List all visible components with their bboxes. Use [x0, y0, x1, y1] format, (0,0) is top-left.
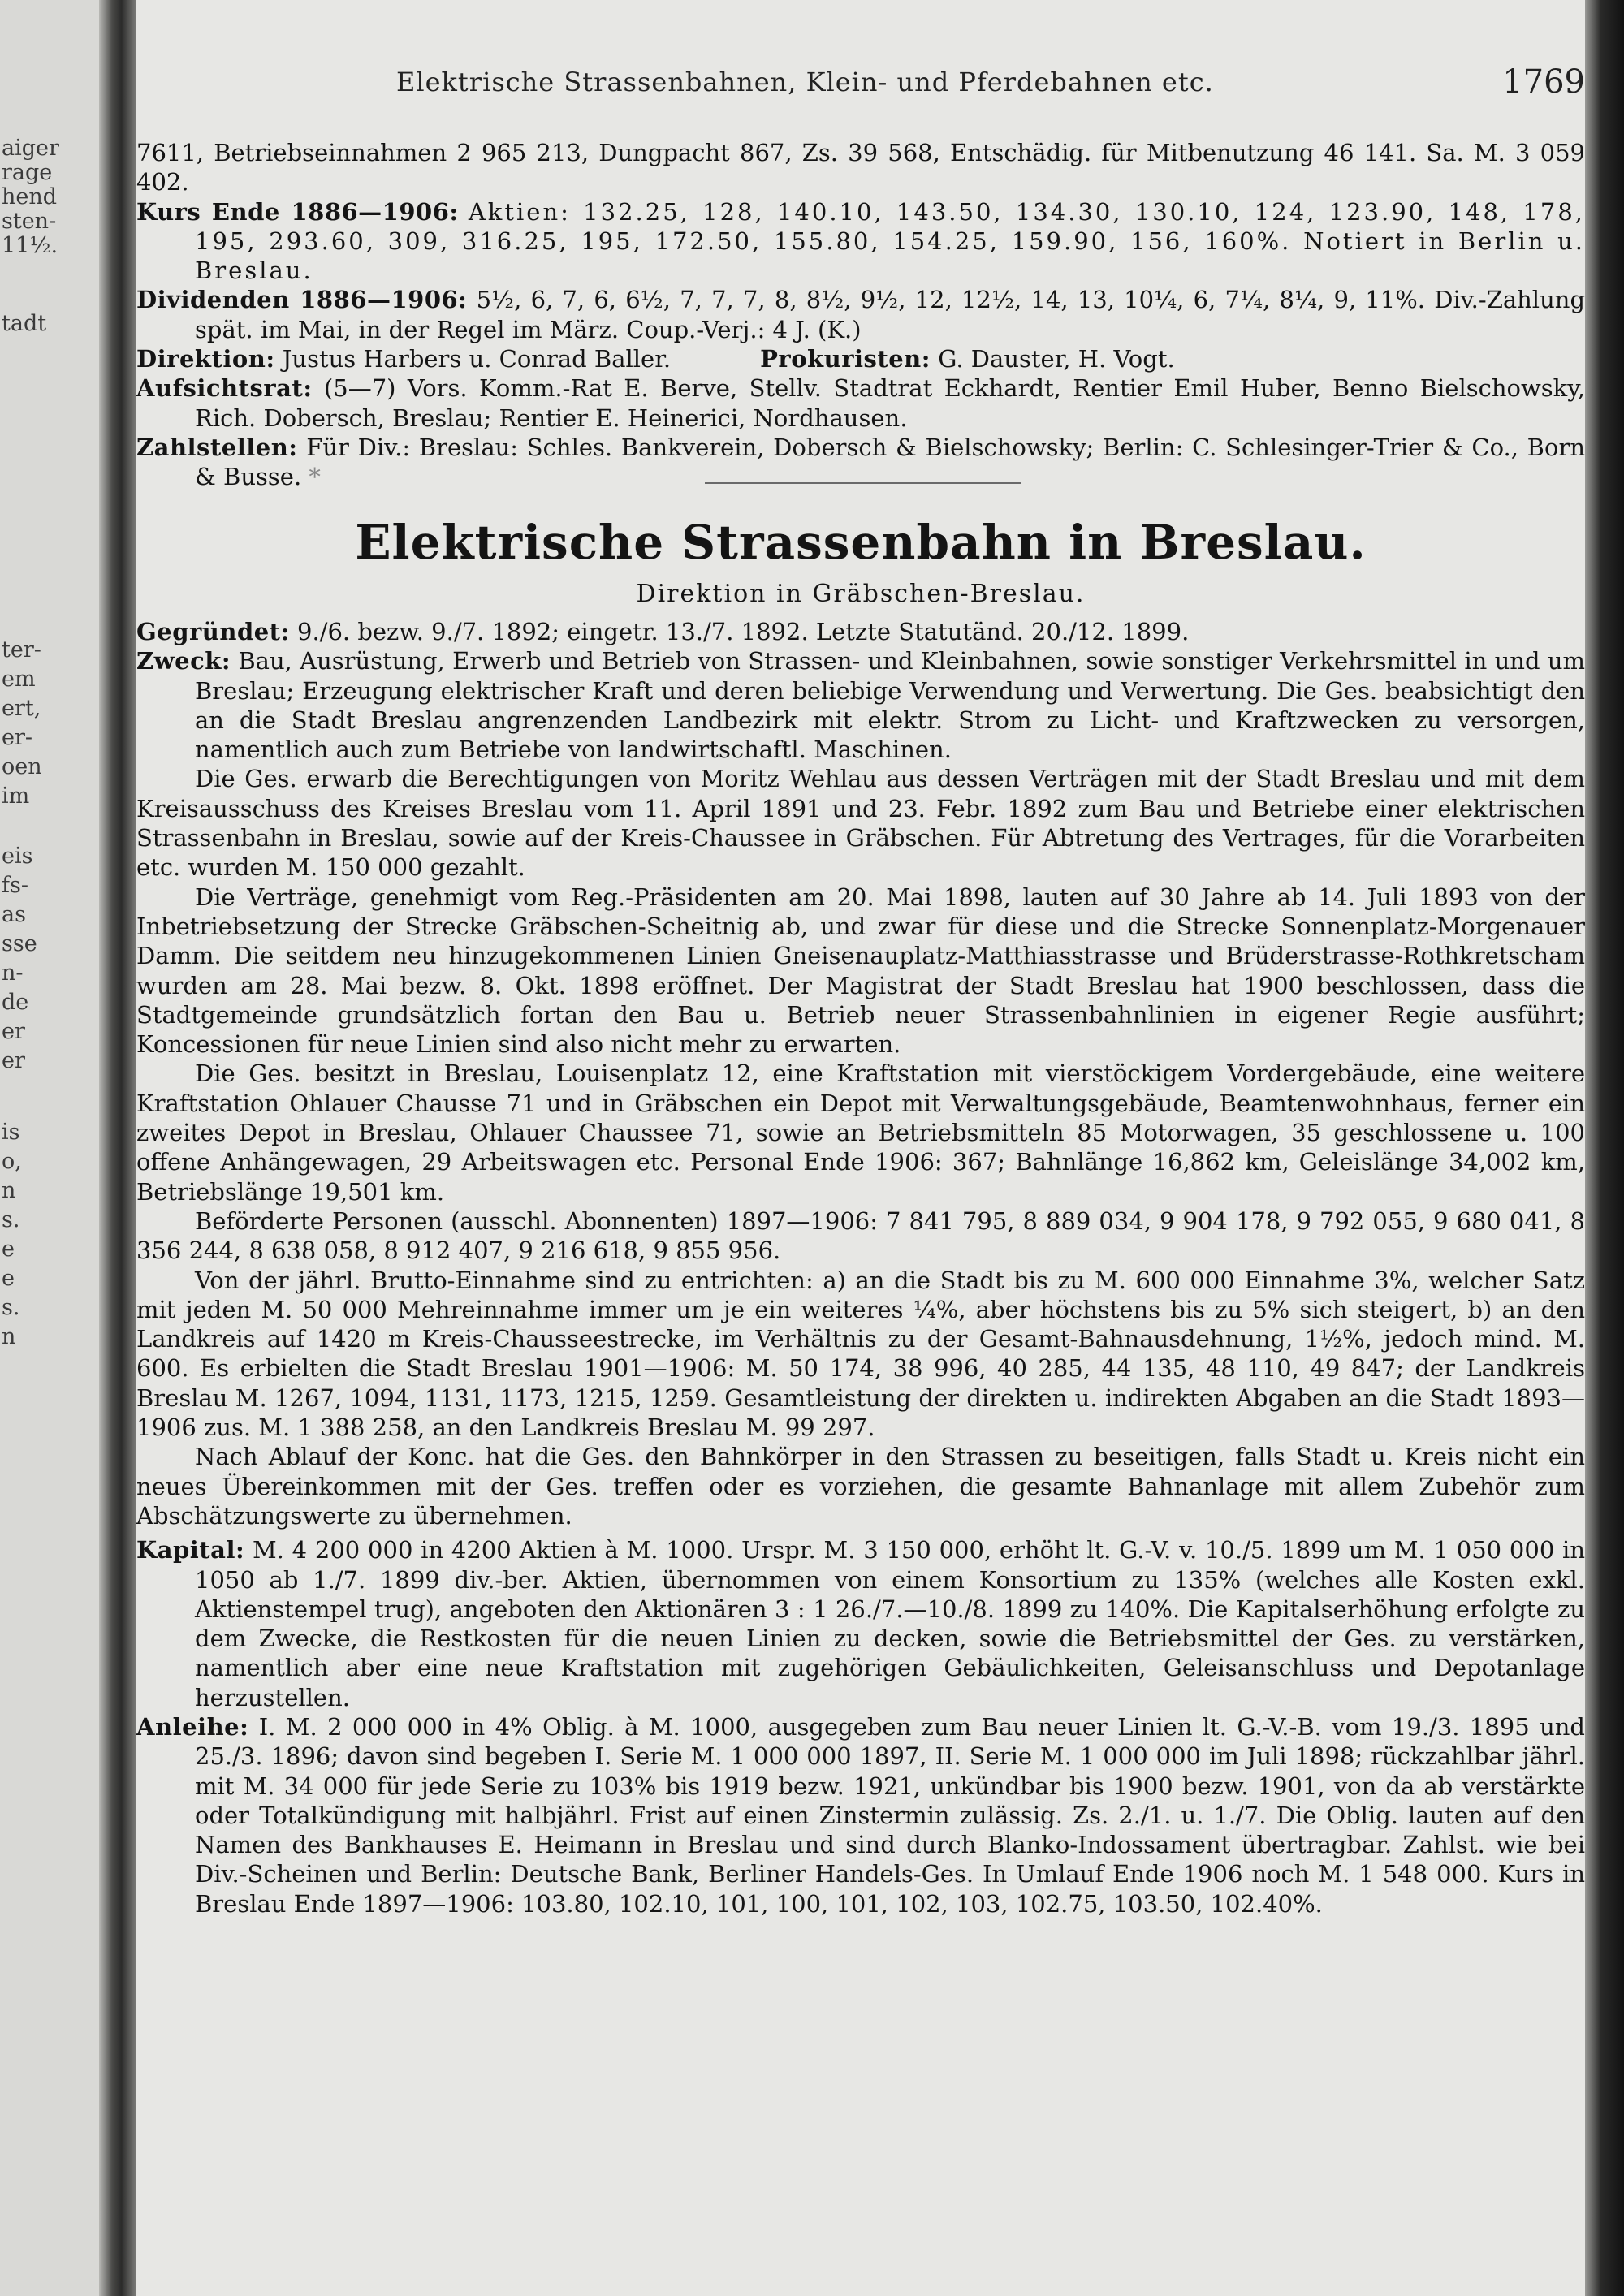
paragraph-besitz: Die Ges. besitzt in Breslau, Louisenplatz 12, eine Kraftstation mit vierstöckigem Vordergebäude, eine weitere Kraftstation Ohlauer Chausse 71 und in Gräbschen ein Depot mit Verwaltungsgebäude, Beamtenwohnhaus, ferner ein zweites Depot in Breslau, Ohlauer Chaussee 71, sowie an Betriebsmitteln 85 Motorwagen, 35 geschlossene u. 100 offene Anhängewagen, 29 Arbeitswagen etc. Personal Ende 1906: 367; Bahnlänge 16,862 km, Geleislänge 34,002 km, Betriebslänge 19,501 km.: [136, 1060, 1585, 1206]
page-edge: [1585, 0, 1624, 2296]
left-fragment: im: [2, 783, 30, 809]
gegruendet-text: 9./6. bezw. 9./7. 1892; eingetr. 13./7. 1892. Letzte Statutänd. 20./12. 1899.: [297, 618, 1190, 645]
left-fragment: er-: [2, 725, 33, 750]
prokuristen-label: Prokuristen:: [760, 345, 931, 373]
page-number: 1769: [1502, 63, 1585, 101]
left-fragment: er: [2, 1019, 25, 1044]
anleihe-paragraph: [136, 1712, 1585, 1918]
kapital-text: M. 4 200 000 in 4200 Aktien à M. 1000. Urspr. M. 3 150 000, erhöht lt. G.-V. v. 10./5. 1899 um M. 1 050 000 in 1050 ab 1./7. 1899 div.-ber. Aktien, übernommen von einem Konsortium zu 135% (welches alle Kosten exkl. Aktienstempel trug), angeboten den Aktionären 3 : 1 26./7.—10./8. 1899 zu 140%. Die Kapitalserhöhung erfolgte zu dem Zwecke, die Restkosten für die neuen Linien zu decken, sowie die Betriebsmittel der Ges. zu verstärken, namentlich aber eine neue Kraftstation mit zugehörigen Gebäulichkeiten, Geleisanschluss und Depotanlage herzustellen.: [195, 1536, 1585, 1711]
kurs-label: Kurs Ende 1886—1906:: [136, 197, 459, 226]
left-fragment: sse: [2, 931, 37, 956]
revenue-line: 7611, Betriebseinnahmen 2 965 213, Dungpacht 867, Zs. 39 568, Entschädig. für Mitbenutzung 46 141. Sa. M. 3 059 402.: [136, 139, 1585, 196]
prokuristen-text: G. Dauster, H. Vogt.: [938, 345, 1175, 373]
left-fragment: sten-: [2, 209, 57, 234]
zahlstellen-mark: *: [309, 463, 321, 491]
paragraph-personen: Beförderte Personen (ausschl. Abonnenten) 1897—1906: 7 841 795, 8 889 034, 9 904 178, 9 792 055, 9 680 041, 8 356 244, 8 638 058, 8 912 407, 9 216 618, 9 855 956.: [136, 1206, 1585, 1265]
kapital-paragraph: [136, 1535, 1585, 1712]
zahlstellen-text: Für Div.: Breslau: Schles. Bankverein, Dobersch & Bielschowsky; Berlin: C. Schlesinger-Trier & Co., Born & Busse.: [195, 433, 1585, 491]
previous-entry: [136, 138, 1585, 492]
paragraph-berechtigungen: Die Ges. erwarb die Berechtigungen von Moritz Wehlau aus dessen Verträgen mit der Stadt Breslau und mit dem Kreisausschuss des Kreises Breslau vom 11. April 1891 und 23. Febr. 1892 zum Bau und Betriebe einer elektrischen Strassenbahn in Breslau, sowie auf der Kreis-Chaussee in Gräbschen. Für Abtretung des Vertrages, für die Vorarbeiten etc. wurden M. 150 000 gezahlt.: [136, 765, 1585, 882]
aufsichtsrat-text: (5—7) Vors. Komm.-Rat E. Berve, Stellv. Stadtrat Eckhardt, Rentier Emil Huber, Benno Bielschowsky, Rich. Dobersch, Breslau; Rentier E. Heinerici, Nordhausen.: [195, 374, 1585, 432]
direktion-paragraph: [136, 344, 1585, 373]
left-fragment: is: [2, 1120, 20, 1145]
dividenden-label: Dividenden 1886—1906:: [136, 286, 468, 314]
dividenden-text: 5½, 6, 7, 6, 6½, 7, 7, 7, 8, 8½, 9½, 12, 12½, 14, 13, 10¼, 6, 7¼, 8¼, 9, 11%. Div.-Zahlung spät. im Mai, in der Regel im März. Coup.-Verj.: 4 J. (K.): [195, 286, 1585, 343]
zweck-label: Zweck:: [136, 647, 231, 675]
left-fragment: e: [2, 1266, 15, 1291]
aufsichtsrat-paragraph: [136, 373, 1585, 433]
zahlstellen-label: Zahlstellen:: [136, 433, 298, 461]
left-fragment: hend: [2, 184, 58, 209]
page-header: [136, 63, 1585, 107]
page: [136, 0, 1585, 2296]
article-subtitle: Direktion in Gräbschen-Breslau.: [636, 580, 1086, 608]
anleihe-label: Anleihe:: [136, 1712, 249, 1741]
left-fragment: fs-: [2, 873, 28, 898]
zweck-paragraph: [136, 646, 1585, 764]
article-title: Elektrische Strassenbahn in Breslau.: [355, 515, 1367, 570]
left-fragment: er: [2, 1048, 25, 1073]
kapital-label: Kapital:: [136, 1536, 245, 1564]
left-fragment: n-: [2, 960, 24, 986]
left-fragment: n: [2, 1324, 16, 1349]
left-fragment: as: [2, 902, 26, 927]
left-fragment: n: [2, 1178, 16, 1203]
left-fragment: 11½.: [2, 233, 58, 258]
left-fragment: s.: [2, 1295, 20, 1320]
left-fragment: ter-: [2, 637, 41, 662]
article-body: [136, 617, 1585, 1918]
left-fragment: o,: [2, 1149, 22, 1174]
zweck-text: Bau, Ausrüstung, Erwerb und Betrieb von Strassen- und Kleinbahnen, sowie sonstiger Verkehrsmittel in und um Breslau; Erzeugung elektrischer Kraft und deren beliebige Verwendung und Verwertung. Die Ges. beabsichtigt den an die Stadt Breslau angrenzenden Landbezirk mit elektr. Strom zu Licht- und Kraftzwecken zu versorgen, namentlich auch zum Betriebe von landwirtschaftl. Maschinen.: [195, 647, 1585, 764]
left-fragment: de: [2, 990, 29, 1015]
paragraph-konzession: Nach Ablauf der Konc. hat die Ges. den Bahnkörper in den Strassen zu beseitigen, falls Stadt u. Kreis nicht ein neues Übereinkommen mit der Ges. treffen oder es vorziehen, die gesamte Bahnanlage mit allem Zubehör zum Abschätzungswerte zu übernehmen.: [136, 1443, 1585, 1530]
left-fragment: rage: [2, 160, 53, 185]
left-fragment: oen: [2, 754, 42, 779]
paragraph-abgaben: Von der jährl. Brutto-Einnahme sind zu entrichten: a) an die Stadt bis zu M. 600 000 Einnahme 3%, welcher Satz mit jeden M. 50 000 Mehreinnahme immer um je ein weiteres ¼%, aber höchstens bis zu 5% sich steigert, b) an den Landkreis auf 1420 m Kreis-Chausseestrecke, im Verhältnis zu der Gesamt-Bahnausdehnung, 1½%, jedoch mind. M. 600. Es erbielten die Stadt Breslau 1901—1906: M. 50 174, 38 996, 40 285, 44 135, 48 110, 49 847; der Landkreis Breslau M. 1267, 1094, 1131, 1173, 1215, 1259. Gesamtleistung der direkten u. indirekten Abgaben an die Stadt 1893—1906 zus. M. 1 388 258, an den Landkreis Breslau M. 99 297.: [136, 1266, 1585, 1442]
paragraph-vertraege: Die Verträge, genehmigt vom Reg.-Präsidenten am 20. Mai 1898, lauten auf 30 Jahre ab 14. Juli 1893 von der Inbetriebsetzung der Strecke Gräbschen-Scheitnig ab, und zwar für diese und die Strecke Sonnenplatz-Morgenauer Damm. Die seitdem neu hinzugekommenen Linien Gneisenauplatz-Matthiasstrasse und Brüderstrasse-Rothkretscham wurden am 28. Mai bezw. 8. Okt. 1898 eröffnet. Der Magistrat der Stadt Breslau hat 1900 beschlossen, dass die Stadtgemeinde grundsätzlich fortan den Bau u. Betrieb neuer Strassenbahnlinien in eigener Regie ausführt; Koncessionen für neue Linien sind also nicht mehr zu erwarten.: [136, 883, 1585, 1059]
direktion-label: Direktion:: [136, 345, 275, 373]
left-fragment: ert,: [2, 696, 41, 721]
left-fragment: aiger: [2, 136, 59, 161]
section-divider: [705, 482, 1021, 484]
kurs-text: Aktien: 132.25, 128, 140.10, 143.50, 134.30, 130.10, 124, 123.90, 148, 178, 195, 293.60, 309, 316.25, 195, 172.50, 155.80, 154.25, 159.90, 156, 160%. Notiert in Berlin u. Breslau.: [195, 197, 1585, 285]
kurs-paragraph: [136, 197, 1585, 286]
gegruendet-label: Gegründet:: [136, 618, 290, 645]
left-fragment: eis: [2, 844, 33, 869]
left-fragment: s.: [2, 1207, 20, 1232]
left-fragment: e: [2, 1236, 15, 1262]
left-fragment: em: [2, 667, 36, 692]
direktion-text: Justus Harbers u. Conrad Baller.: [282, 345, 672, 373]
gegruendet-paragraph: [136, 617, 1585, 646]
running-head: Elektrische Strassenbahnen, Klein- und Pferdebahnen etc.: [396, 67, 1214, 97]
aufsichtsrat-label: Aufsichtsrat:: [136, 374, 313, 403]
dividenden-paragraph: [136, 285, 1585, 344]
left-fragment: tadt: [2, 311, 47, 336]
adjacent-page-strip: [0, 0, 99, 2296]
anleihe-text: I. M. 2 000 000 in 4% Oblig. à M. 1000, ausgegeben zum Bau neuer Linien lt. G.-V.-B. vom 19./3. 1895 und 25./3. 1896; davon sind begeben I. Serie M. 1 000 000 1897, II. Serie M. 1 000 000 im Juli 1898; rückzahlbar jährl. mit M. 34 000 für jede Serie zu 103% bis 1919 bezw. 1921, unkündbar bis 1900 bezw. 1901, von da ab verstärkte oder Totalkündigung mit halbjährl. Frist auf einen Zinstermin zulässig. Zs. 2./1. u. 1./7. Die Oblig. lauten auf den Namen des Bankhauses E. Heimann in Breslau und sind durch Blanko-Indossament übertragbar. Zahlst. wie bei Div.-Scheinen und Berlin: Deutsche Bank, Berliner Handels-Ges. In Umlauf Ende 1906 noch M. 1 548 000. Kurs in Breslau Ende 1897—1906: 103.80, 102.10, 101, 100, 101, 102, 103, 102.75, 103.50, 102.40%.: [195, 1712, 1585, 1918]
book-gutter: [99, 0, 136, 2296]
